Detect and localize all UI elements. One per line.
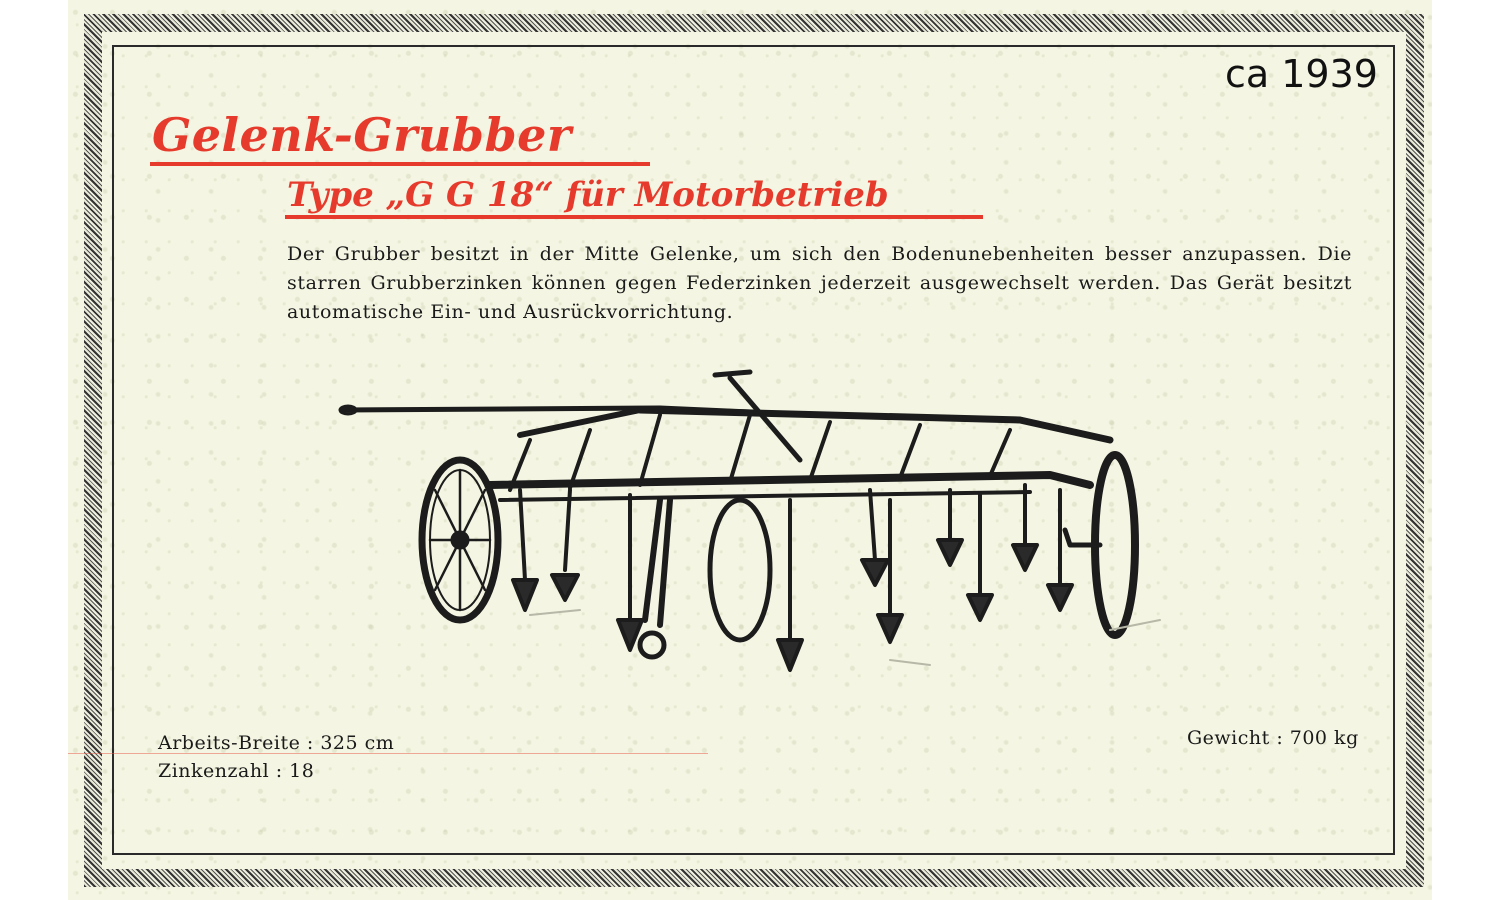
page-title: Gelenk-Grubber [152,108,572,162]
title-underline [150,162,650,166]
subtitle-underline [285,215,983,219]
spec-working-width: Arbeits-Breite : 325 cm [158,732,395,754]
page-subtitle: Type „G G 18“ für Motorbetrieb [287,175,889,215]
cultivator-engraving-icon [330,360,1180,690]
spec-tine-count: Zinkenzahl : 18 [158,760,315,782]
description-paragraph: Der Grubber besitzt in der Mitte Gelenke, um sich den Bodenunebenheiten besser anzupassen. Die starren Grubberzinken können gegen Federzinken jederzeit ausgewechselt werden. Das Gerät besitzt automatische Ein- und Ausrückvorrichtung. [287,243,1352,323]
year-note: ca 1939 [1225,52,1378,96]
spec-weight: Gewicht : 700 kg [1187,727,1359,749]
